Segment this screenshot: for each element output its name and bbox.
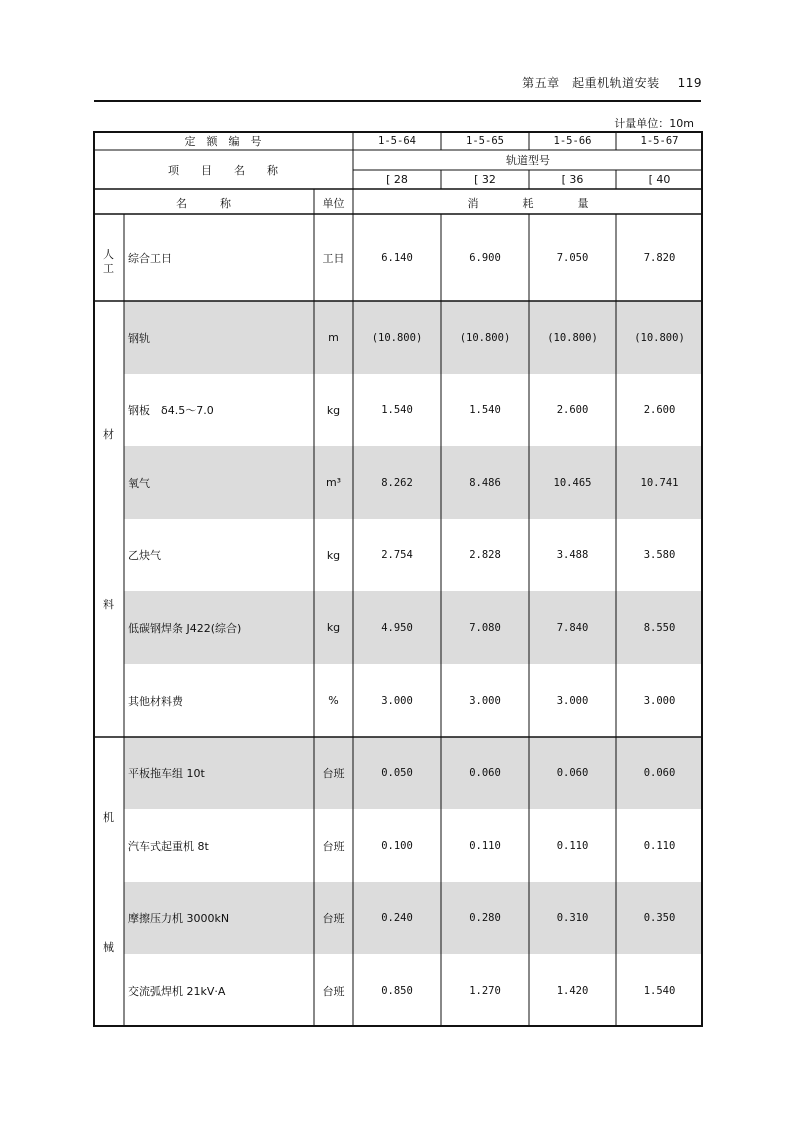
row-value: 1.540 xyxy=(469,404,501,416)
row-name: 综合工日 xyxy=(128,251,172,265)
unit-note: 计量单位：10m xyxy=(614,117,694,130)
name-label: 名 称 xyxy=(176,196,231,210)
row-name: 乙炔气 xyxy=(128,549,161,562)
row-value: 6.140 xyxy=(381,251,413,264)
row-name: 钢轨 xyxy=(128,331,150,345)
rail-type-cell: [ 36 xyxy=(561,173,584,186)
row-value: 0.850 xyxy=(381,984,413,997)
code-cell: 1-5-67 xyxy=(640,134,679,147)
rail-type-cell: [ 32 xyxy=(474,173,496,186)
row-name: 摩擦压力机 3000kN xyxy=(128,912,230,925)
group-label: 人 工 xyxy=(103,247,114,275)
row-value: 2.754 xyxy=(381,549,413,561)
row-unit: 台班 xyxy=(322,839,345,853)
row-value: 1.420 xyxy=(556,984,589,997)
row-unit: kg xyxy=(326,548,341,562)
row-value: 8.550 xyxy=(643,621,676,634)
unit-label: 单位 xyxy=(322,196,345,210)
row-unit: 台班 xyxy=(322,767,345,780)
row-value: 4.950 xyxy=(381,621,413,634)
row-unit: 台班 xyxy=(322,984,345,998)
row-unit: m xyxy=(328,331,339,344)
row-unit: m³ xyxy=(325,476,342,489)
code-label: 定 额 编 号 xyxy=(184,134,262,148)
row-value: 7.080 xyxy=(469,621,501,634)
row-name: 其他材料费 xyxy=(128,694,183,708)
code-cell: 1-5-65 xyxy=(466,134,504,147)
row-unit: 台班 xyxy=(322,912,345,925)
row-value: 0.110 xyxy=(469,839,501,852)
row-value: 3.488 xyxy=(556,549,589,561)
row-name: 汽车式起重机 8t xyxy=(128,839,209,853)
row-value: 0.350 xyxy=(643,912,676,924)
rail-type-label: 轨道型号 xyxy=(506,154,550,167)
consumption-label: 消 耗 量 xyxy=(467,196,589,210)
row-value: 7.840 xyxy=(556,621,589,634)
row-name: 氧气 xyxy=(128,476,150,490)
row-value: 1.540 xyxy=(643,984,676,997)
page-number: 119 xyxy=(677,76,702,90)
row-name: 钢板 δ4.5～7.0 xyxy=(128,404,214,417)
row-value: 1.270 xyxy=(469,984,501,997)
row-value: 0.060 xyxy=(643,767,676,779)
rail-type-cell: [ 40 xyxy=(648,173,671,186)
row-value: 0.060 xyxy=(469,767,501,779)
row-value: 2.828 xyxy=(469,549,501,561)
row-value: 8.486 xyxy=(469,476,501,489)
page-header xyxy=(522,74,702,91)
code-cell: 1-5-66 xyxy=(553,134,592,147)
row-name: 交流弧焊机 21kV·A xyxy=(128,984,226,998)
code-cell: 1-5-64 xyxy=(378,134,416,147)
row-value: 3.000 xyxy=(643,694,676,707)
row-value: (10.800) xyxy=(371,331,423,344)
row-value: 7.820 xyxy=(643,251,676,264)
rail-type-cell: [ 28 xyxy=(386,173,408,186)
row-unit: % xyxy=(328,694,339,707)
row-value: 2.600 xyxy=(643,404,676,416)
row-unit: kg xyxy=(326,403,341,417)
row-value: 6.900 xyxy=(469,251,501,264)
row-value: 2.600 xyxy=(556,404,589,416)
row-value: (10.800) xyxy=(459,331,511,344)
row-value: 0.050 xyxy=(381,767,413,779)
row-value: 3.580 xyxy=(643,549,676,561)
row-value: 0.240 xyxy=(381,912,413,924)
quota-table xyxy=(93,131,703,1027)
item-label: 项 目 名 称 xyxy=(168,163,278,177)
row-value: (10.800) xyxy=(547,331,598,344)
group-label: 机 械 xyxy=(103,810,114,955)
row-value: 0.280 xyxy=(469,912,501,924)
chapter-title: 第五章 起重机轨道安装 xyxy=(522,76,660,90)
row-value: 1.540 xyxy=(381,404,413,416)
row-value: 0.310 xyxy=(556,912,589,924)
row-value: 7.050 xyxy=(556,251,589,264)
row-value: 0.100 xyxy=(381,839,413,852)
row-unit: 工日 xyxy=(322,251,345,265)
row-value: 0.110 xyxy=(556,839,589,852)
row-name: 低碳钢焊条 J422(综合) xyxy=(128,621,242,635)
row-unit: kg xyxy=(326,621,341,634)
row-value: (10.800) xyxy=(634,331,685,344)
row-value: 3.000 xyxy=(469,694,501,707)
row-value: 8.262 xyxy=(381,476,413,489)
row-value: 0.060 xyxy=(556,767,589,779)
row-value: 3.000 xyxy=(381,694,413,707)
group-label: 材 料 xyxy=(103,428,114,611)
row-value: 10.741 xyxy=(640,476,679,489)
row-value: 0.110 xyxy=(643,839,676,852)
header-rule xyxy=(94,100,701,102)
row-value: 3.000 xyxy=(556,694,589,707)
row-name: 平板拖车组 10t xyxy=(128,767,205,780)
row-value: 10.465 xyxy=(553,476,592,489)
